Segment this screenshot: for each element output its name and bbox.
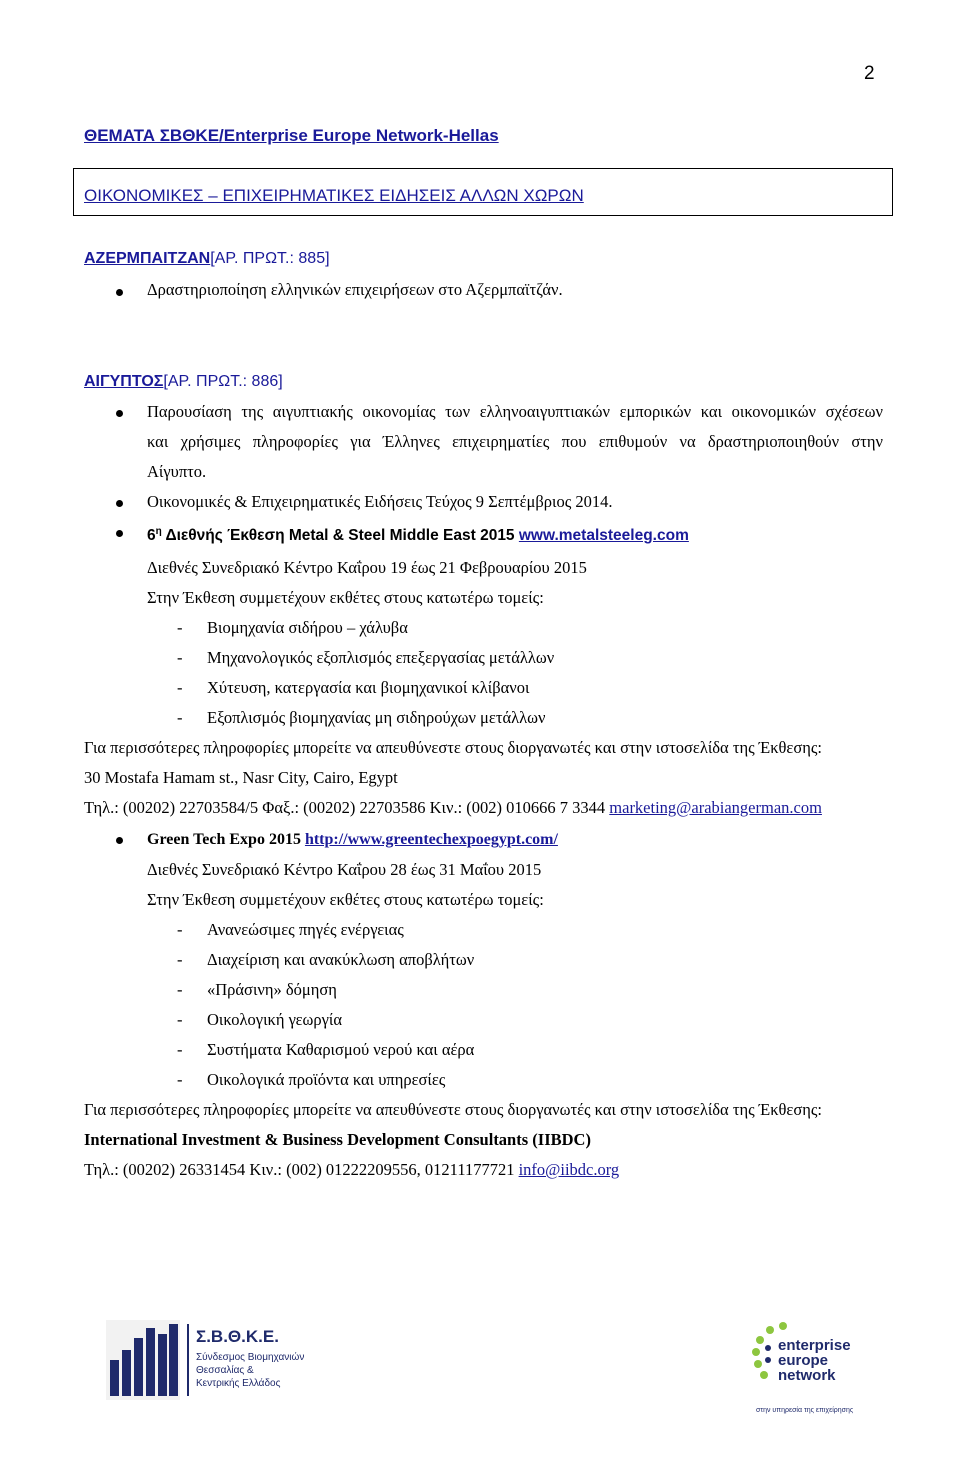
bullet-icon <box>116 837 123 844</box>
een-line2: europe <box>778 1352 829 1369</box>
word: εμπορικών <box>619 402 692 421</box>
een-logo-graphic <box>748 1318 858 1418</box>
word: των <box>445 402 471 421</box>
word: σχέσεων <box>825 402 883 421</box>
sector-item: Συστήματα Καθαρισμού νερού και αέρα <box>207 1040 475 1059</box>
word: επιχειρηματίες <box>452 432 550 451</box>
een-tagline: στην υπηρεσία της επιχείρησης <box>756 1407 854 1414</box>
word: οικονομίας <box>362 402 436 421</box>
sbvke-acronym: Σ.Β.Θ.Κ.Ε. <box>196 1327 279 1346</box>
een-line1: enterprise <box>778 1337 851 1354</box>
word: στην <box>851 432 883 451</box>
list-item-line: Αίγυπτο. <box>147 462 207 481</box>
expo-venue: Διεθνές Συνεδριακό Κέντρο Καΐρου 28 έως 31 Μαΐου 2015 <box>147 860 542 879</box>
organizer-name: International Investment & Business Development Consultants (IIBDC) <box>84 1130 591 1149</box>
word: δραστηριοποιηθούν <box>707 432 840 451</box>
expo-heading <box>147 830 558 850</box>
document-title: ΘΕΜΑΤΑ ΣΒΘΚΕ/Enterprise Europe Network-Hellas <box>84 126 499 145</box>
section-title: ΟΙΚΟΝΟΜΙΚΕΣ – ΕΠΙΧΕΙΡΗΜΑΤΙΚΕΣ ΕΙΔΗΣΕΙΣ ΑΛΛΩΝ ΧΩΡΩΝ <box>84 186 584 205</box>
expo-ordinal-sup: η <box>155 526 162 537</box>
list-item-line <box>147 432 883 452</box>
list-item: Δραστηριοποίηση ελληνικών επιχειρήσεων στο Αζερμπαϊτζάν. <box>147 280 563 299</box>
sector-item: Βιομηχανία σιδήρου – χάλυβα <box>207 618 408 637</box>
word: να <box>679 432 696 451</box>
dash-marker: - <box>177 618 183 637</box>
expo-heading <box>147 522 689 546</box>
word: και <box>147 432 169 451</box>
sbvke-line2: Θεσσαλίας & <box>196 1365 254 1376</box>
expo-url-link[interactable]: http://www.greentechexpoegypt.com/ <box>304 831 558 848</box>
country-name: ΑΖΕΡΜΠΑΙΤΖΑΝ <box>84 250 211 267</box>
word: της <box>241 402 264 421</box>
protocol-ref: [ΑΡ. ΠΡΩΤ.: 886] <box>163 373 283 390</box>
word: αιγυπτιακής <box>272 402 353 421</box>
expo-ordinal: 6 <box>147 527 156 545</box>
dash-marker: - <box>177 950 183 969</box>
dash-marker: - <box>177 1040 183 1059</box>
address-text: 30 Mostafa Hamam st., Nasr City, Cairo, Egypt <box>84 768 398 787</box>
expo-intro: Στην Έκθεση συμμετέχουν εκθέτες στους κατωτέρω τομείς: <box>147 588 544 607</box>
word: και <box>700 402 723 421</box>
bullet-icon <box>116 410 123 417</box>
country-name: ΑΙΓΥΠΤΟΣ <box>84 373 164 390</box>
word: που <box>561 432 587 451</box>
list-item: Οικονομικές & Επιχειρηματικές Ειδήσεις Τεύχος 9 Σεπτέμβριος 2014. <box>147 492 613 511</box>
sector-item: Ανανεώσιμες πηγές ενέργειας <box>207 920 404 939</box>
word: επιθυμούν <box>598 432 668 451</box>
word: Έλληνες <box>382 432 440 451</box>
sector-item: Οικολογική γεωργία <box>207 1010 343 1029</box>
email-link[interactable]: info@iibdc.org <box>518 1160 620 1179</box>
sbvke-logo <box>106 1320 326 1405</box>
enterprise-europe-network-logo <box>748 1318 858 1423</box>
word: χρήσιμες <box>180 432 241 451</box>
sector-item: Μηχανολογικός εξοπλισμός επεξεργασίας μετάλλων <box>207 648 555 667</box>
word: ελληνοαιγυπτιακών <box>479 402 610 421</box>
page-number: 2 <box>864 63 875 84</box>
sector-item: Οικολογικά προϊόντα και υπηρεσίες <box>207 1070 446 1089</box>
sector-item: Χύτευση, κατεργασία και βιομηχανικοί κλίβανοι <box>207 678 530 697</box>
protocol-ref: [ΑΡ. ΠΡΩΤ.: 885] <box>210 250 330 267</box>
more-info-text: Για περισσότερες πληροφορίες μπορείτε να απευθύνεστε στους διοργανωτές και στην ιστοσελίδα της Έκθεσης: <box>84 1100 822 1119</box>
word: πληροφορίες <box>252 432 338 451</box>
dash-marker: - <box>177 708 183 727</box>
word: Παρουσίαση <box>147 402 232 421</box>
dash-marker: - <box>177 678 183 697</box>
contact-numbers: Τηλ.: (00202) 22703584/5 Φαξ.: (00202) 22703586 Κιν.: (002) 010666 7 3344 <box>84 798 610 817</box>
word: οικονομικών <box>731 402 817 421</box>
sbvke-logo-graphic <box>106 1320 326 1400</box>
contact-line <box>84 1160 619 1180</box>
dash-marker: - <box>177 920 183 939</box>
sbvke-line3: Κεντρικής Ελλάδος <box>196 1378 281 1389</box>
email-link[interactable]: marketing@arabiangerman.com <box>609 798 822 817</box>
sector-item: Διαχείριση και ανακύκλωση αποβλήτων <box>207 950 475 969</box>
country-heading-azerbaijan <box>84 249 330 269</box>
contact-numbers: Τηλ.: (00202) 26331454 Κιν.: (002) 01222209556, 01211177721 <box>84 1160 519 1179</box>
bullet-icon <box>116 289 123 296</box>
bullet-icon <box>116 530 123 537</box>
dash-marker: - <box>177 1010 183 1029</box>
sbvke-line1: Σύνδεσμος Βιομηχανιών <box>196 1352 305 1363</box>
bullet-icon <box>116 500 123 507</box>
contact-line <box>84 798 822 818</box>
list-item-line <box>147 402 883 422</box>
expo-title: Διεθνής Έκθεση Metal & Steel Middle East 2015 <box>161 527 519 545</box>
dash-marker: - <box>177 980 183 999</box>
country-heading-egypt <box>84 372 283 392</box>
expo-venue: Διεθνές Συνεδριακό Κέντρο Καΐρου 19 έως 21 Φεβρουαρίου 2015 <box>147 558 587 577</box>
expo-title: Green Tech Expo 2015 <box>147 831 305 848</box>
sector-item: Εξοπλισμός βιομηχανίας μη σιδηρούχων μετάλλων <box>207 708 546 727</box>
dash-marker: - <box>177 648 183 667</box>
dash-marker: - <box>177 1070 183 1089</box>
word: για <box>350 432 371 451</box>
expo-url-link[interactable]: www.metalsteeleg.com <box>518 527 689 545</box>
expo-intro: Στην Έκθεση συμμετέχουν εκθέτες στους κατωτέρω τομείς: <box>147 890 544 909</box>
een-line3: network <box>778 1367 836 1384</box>
more-info-text: Για περισσότερες πληροφορίες μπορείτε να απευθύνεστε στους διοργανωτές και στην ιστοσελίδα της Έκθεσης: <box>84 738 822 757</box>
sector-item: «Πράσινη» δόμηση <box>207 980 337 999</box>
